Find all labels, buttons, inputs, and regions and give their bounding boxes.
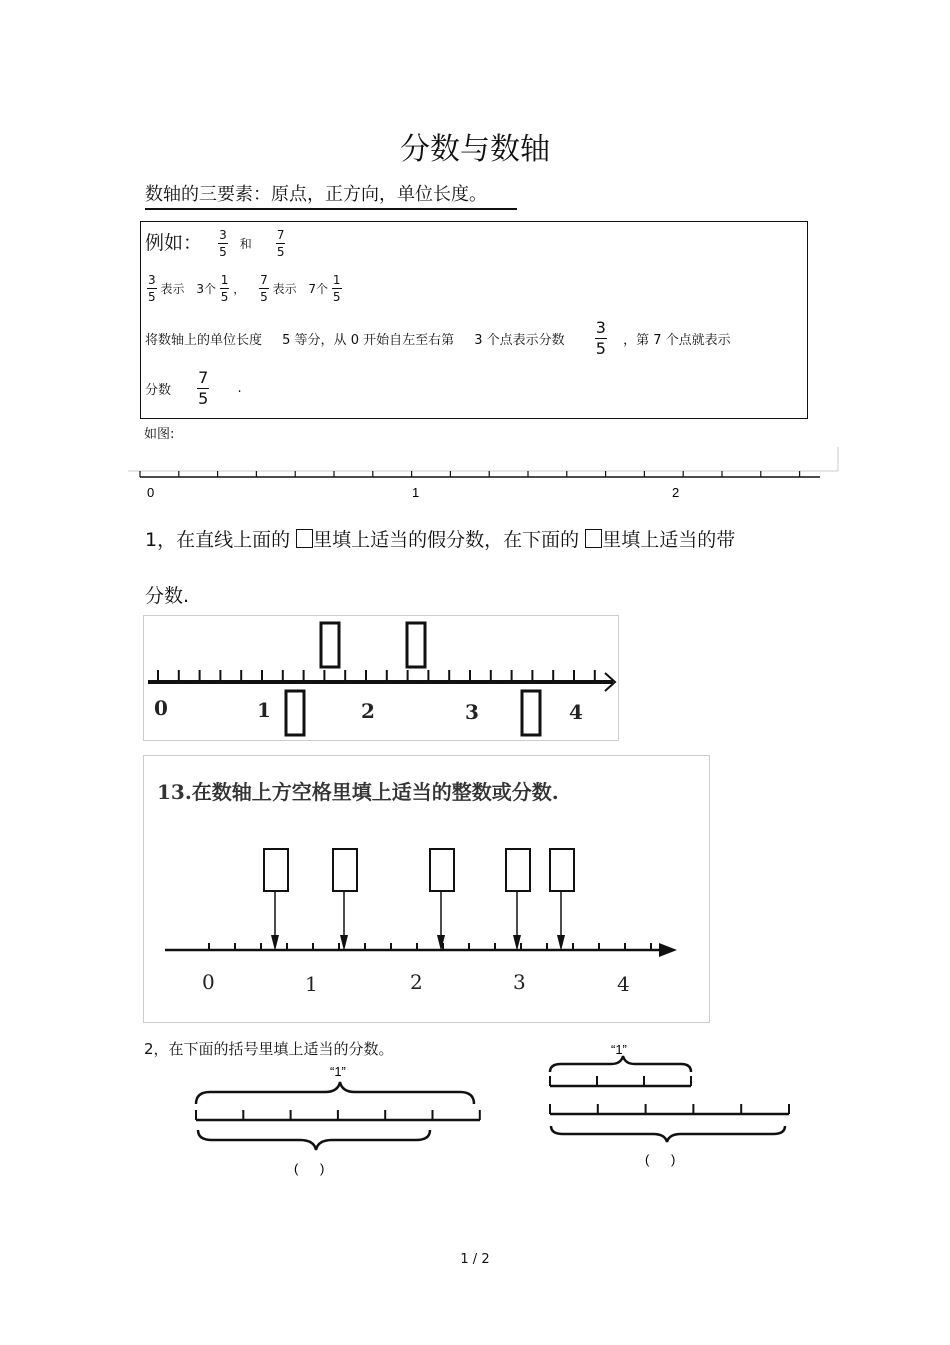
axis-label: 1 [412, 485, 420, 500]
answer-box-above[interactable] [321, 623, 339, 667]
fraction: $\frac{7}{5}$ [260, 273, 268, 304]
answer-paren[interactable]: ( ) [294, 1161, 325, 1176]
axis-label: 4 [569, 700, 583, 724]
page-title: 分数与数轴 [400, 132, 550, 167]
example-label: 例如： [145, 232, 203, 254]
answer-paren[interactable]: ( ) [645, 1152, 676, 1167]
axis-label: 1 [305, 972, 318, 996]
axis-label: 0 [147, 485, 155, 500]
axis-label: 3 [513, 970, 526, 994]
axis-label: 4 [617, 972, 630, 996]
answer-box-icon [296, 529, 313, 548]
answer-box[interactable] [506, 849, 530, 891]
exercise-image-1 [143, 615, 619, 741]
fraction: $\frac{3}{5}$ [595, 318, 606, 358]
intro-line: 数轴的三要素：原点，正方向，单位长度。 [145, 180, 517, 210]
example-line-4: 分数 $\frac{7}{5}$ . [145, 368, 242, 408]
answer-box[interactable] [333, 849, 357, 891]
axis-label: 0 [202, 970, 215, 994]
axis-label: 2 [361, 699, 375, 723]
axis-label: 2 [410, 970, 423, 994]
arrow-head-icon [271, 935, 279, 951]
axis-label: 0 [154, 696, 168, 720]
fraction: $\frac{3}{5}$ [219, 228, 227, 259]
fraction: $\frac{1}{5}$ [220, 273, 229, 304]
arrow-head-icon [557, 935, 565, 951]
answer-box-below[interactable] [522, 691, 540, 735]
exercise-title: 13.在数轴上方空格里填上适当的整数或分数. [157, 780, 559, 804]
answer-box[interactable] [430, 849, 454, 891]
question-1: 1，在直线上面的 里填上适当的假分数，在下面的 里填上适当的带 分数. [145, 529, 736, 607]
arrow-head-icon [340, 935, 348, 951]
and-text: 和 [239, 237, 252, 251]
figure-label: 如图: [144, 427, 175, 442]
arrow-head-icon [513, 935, 521, 951]
brace-figure-left [190, 1060, 490, 1185]
unit-label: “1” [611, 1042, 627, 1057]
answer-box-icon [585, 529, 602, 548]
unit-label: “1” [330, 1064, 346, 1079]
fraction: $\frac{3}{5}$ [148, 273, 156, 304]
axis-label: 2 [672, 485, 680, 500]
exercise-image-2 [143, 755, 710, 1023]
page-number: 1 / 2 [460, 1252, 490, 1267]
answer-box-below[interactable] [286, 691, 304, 735]
example-line-1 [145, 228, 285, 258]
axis-label: 1 [257, 698, 271, 722]
question-2: 2，在下面的括号里填上适当的分数。 [144, 1040, 394, 1058]
answer-box[interactable] [264, 849, 288, 891]
brace-figure-right [545, 1038, 795, 1173]
fraction: $\frac{7}{5}$ [198, 368, 209, 408]
number-line-example [120, 445, 845, 505]
answer-box-above[interactable] [407, 623, 425, 667]
example-line-2: $\frac{3}{5}$ 表示 3个 $\frac{1}{5}$ ， $\frac{7}{5}$ 表示 7个 $\frac{1}{5}$ [148, 273, 341, 304]
example-box [140, 221, 808, 419]
axis-label: 3 [465, 700, 479, 724]
fraction: $\frac{1}{5}$ [332, 273, 341, 304]
example-line-3: 将数轴上的单位长度 5 等分，从 0 开始自左至右第 3 个点表示分数 $\frac{3}{5}$ ，第 7 个点就表示 [145, 318, 731, 358]
answer-box[interactable] [550, 849, 574, 891]
fraction: $\frac{7}{5}$ [276, 228, 285, 259]
